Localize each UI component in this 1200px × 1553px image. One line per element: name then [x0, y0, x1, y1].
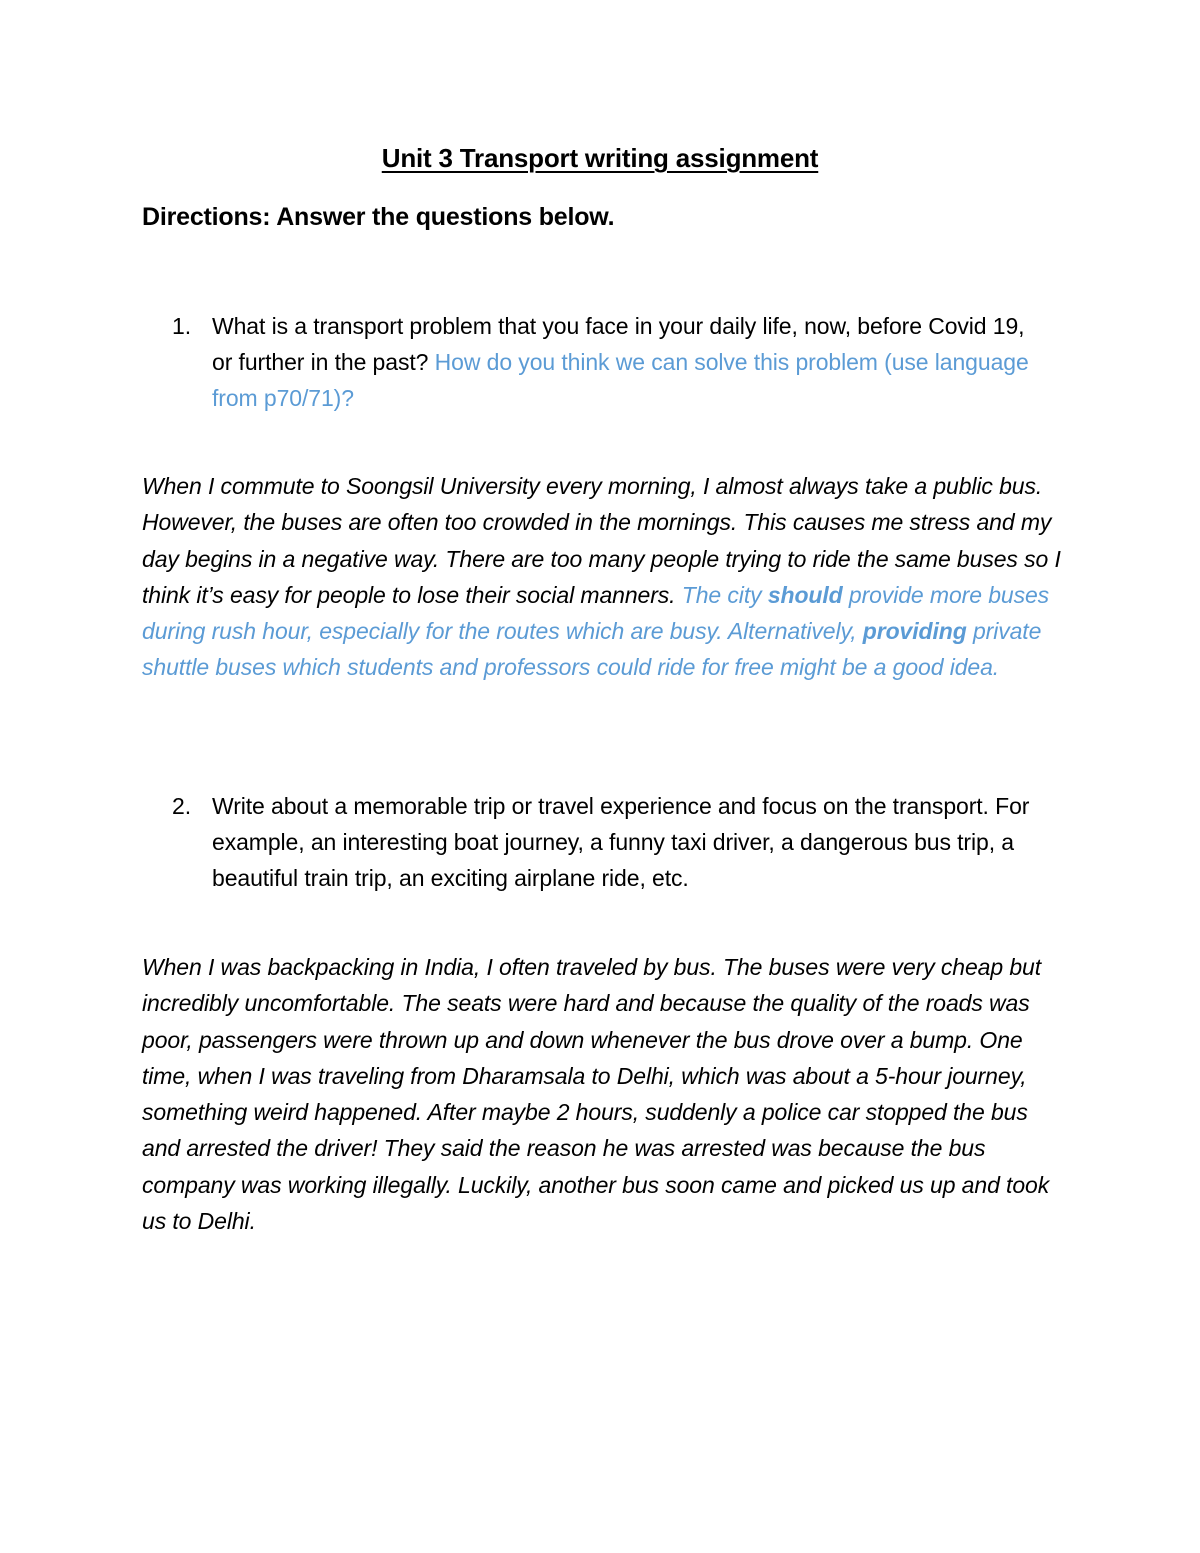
answer-1-bold-providing: providing	[862, 618, 967, 645]
question-1-number: 1.	[172, 313, 191, 339]
answer-1-part2: The city	[681, 581, 762, 608]
question-1	[172, 308, 1032, 416]
answer-1	[142, 468, 1062, 686]
question-1-text-block	[212, 308, 1032, 416]
question-2-text: Write about a memorable trip or travel experience and focus on the transport. For example, an interesting boat journey, a funny taxi driver, a dangerous bus trip, a beautiful train trip, an exciting airplane ride, etc.	[212, 793, 1030, 891]
answer-1-part3: provide more buses during rush hour, especially for the routes which are busy. Alternatively,	[142, 581, 1050, 645]
answer-1-part1: When I commute to Soongsil University every morning, I almost always take a public bus. However, the buses are often too crowded in the mornings. This causes me stress and my day begins in a negative way. There are too many people trying to ride the same buses so I think it’s easy for people to lose their social manners.	[142, 473, 1061, 608]
directions-heading: Directions: Answer the questions below.	[142, 203, 615, 231]
question-1-text: What is a transport problem that you face in your daily life, now, before Covid 19, or further in the past?	[212, 313, 1025, 375]
document-title: Unit 3 Transport writing assignment	[381, 143, 819, 173]
question-1-followup: How do you think we can solve this problem (use language from p70/71)?	[212, 349, 1029, 411]
answer-1-bold-should: should	[767, 581, 843, 608]
question-2	[172, 788, 1032, 896]
answer-2: When I was backpacking in India, I often traveled by bus. The buses were very cheap but incredibly uncomfortable. The seats were hard and because the quality of the roads was poor, passengers were thrown up and down whenever the bus drove over a bump. One time, when I was traveling from Dharamsala to Delhi, which was about a 5-hour journey, something weird happened. After maybe 2 hours, suddenly a police car stopped the bus and arrested the driver! They said the reason he was arrested was because the bus company was working illegally. Luckily, another bus soon came and picked us up and took us to Delhi.	[142, 954, 1050, 1235]
answer-1-part4: private shuttle buses which students and professors could ride for free might be a good idea.	[142, 618, 1042, 681]
question-2-number: 2.	[172, 793, 191, 819]
